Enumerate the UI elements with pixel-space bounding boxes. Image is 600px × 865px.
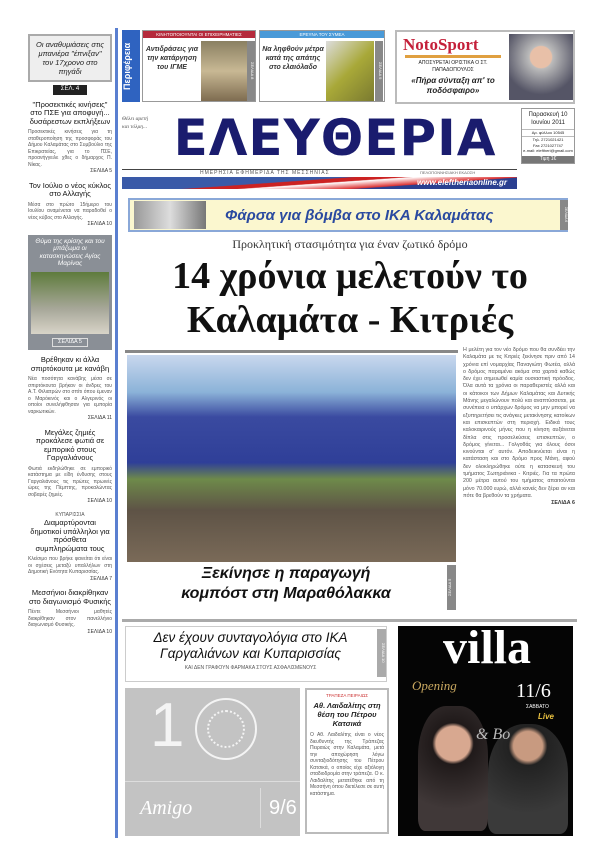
teaser-page-label: ΣΕΛΙΔΑ 9: [375, 41, 383, 101]
amigo-ad[interactable]: 1 Amigo 9/6: [125, 688, 300, 836]
sidebar: [28, 34, 112, 636]
sidebar-story[interactable]: Μεγάλες ζημιές προκάλεσε φωτιά σε εμπορικό στους Γαργαλιάνους Φωτιά εκδηλώθηκε σε εμπορικό κατάστημα με είδη ένδυσης στους Γαργαλιάνους τις πρώτες πρωινές ώρες της Πέμπτης, προκαλώντας σοβαρές ζημιές. ΣΕΛΙΔΑ 10: [28, 427, 112, 504]
date-box: Παρασκευή 10 Ιουνίου 2011 Αρ. φύλλου 10545 Τηλ. 2721021421 Fax 2721027747 e-mail: eleftheri@gmail.com Τιμή 1€: [521, 108, 575, 164]
lead-body: Η μελέτη για τον νέο δρόμο που θα συνδέει την Καλαμάτα με τις Κιτριές ξεκίνησε πριν από 14 χρόνια επί νομαρχίας Παναγιώτη Φωτέα, αλλά ο δρόμος παραμένει ακόμα στα χαρτιά καθώς δεν έχει σημειωθεί καμία ουσιαστική πρόοδος. Όλα αυτά τα χρόνια οι παραθεριστές αλλά και οι κάτοικοι των Δήμων Καλαμάτας και Δυτικής Μάνης μεγαλώνουν πολύ και αναπτύσσεται, με συνέπεια ο υπάρχων δρόμος να μην μπορεί να εξυπηρετήσει τις ανάγκες μετακίνησης κατοίκων και επισκεπτών στη περιοχή. Ειδικά τους καλοκαιρινούς μήνες που η κίνηση αυξάνεται δίπλα στις προσελκύσεις επισκεπτών, ο δρόμος γίνεται... Γολγοθάς για όλους όσοι κινούνται σ' αυτόν. Αποδεικνύεται είναι η κατάσταση και στο δρόμο προς Μάνη, αφού δεν ολοκληρώθηκε ούτε η κατασκευή του τμήματος Σωτηριάνικα - Κιτριές. Για τα πρώτα 200 μέτρα αυτού του τμήματος απαιτούνται μόνο 70.000 ευρώ, αλλά κανείς δεν ξέρει αν και πότε θα βρεθούν τα χρήματα. ΣΕΛΙΔΑ 6: [463, 347, 575, 507]
region-label: Περιφέρεια: [122, 30, 140, 102]
sidebar-story[interactable]: Βρέθηκαν κι άλλα σπιρτόκουτα με κανάβη Νέα ποσότητα κανάβης μέσα σε σπιρτόκουτα βρήκαν οι άνδρες του Α.Τ. Φιλιατρών στο σπίτι όπου έμεναν ο Μαρόκινός και ο Αλγερινός οι οποίοι συνελήφθησαν για εμπορία ναρκωτικών. ΣΕΛΙΔΑ 11: [28, 355, 112, 421]
photo: [509, 34, 573, 100]
column-rule: [115, 28, 118, 838]
masthead-tagline: Θέλει αρετή και τόλμη...: [122, 116, 148, 130]
url-bar: [122, 177, 517, 189]
photo: [201, 41, 247, 101]
masthead-edition: ΠΕΛΟΠΟΝΝΗΣΙΑΚΗ ΕΚΔΟΣΗ: [420, 170, 476, 175]
ika-story[interactable]: Δεν έχουν συνταγολόγια στο ΙΚΑ Γαργαλιάνων και Κυπαρισσίας ΚΑΙ ΔΕΝ ΓΡΑΦΟΥΝ ΦΑΡΜΑΚΑ ΣΤΟΥΣ ΑΣΦΑΛΙΣΜΕΝΟΥΣ ΣΕΛΙΔΑ 10: [125, 626, 387, 682]
lead-kicker: Προκλητική στασιμότητα για έναν ζωτικό δρόμο: [232, 237, 468, 251]
sidebar-photo-box[interactable]: Θύμα της κρίσης και του μπάζωμα οι κατασκηνώσεις Αγίας Μαρίνας ΣΕΛΙΔΑ 5: [28, 235, 112, 351]
villa-ad[interactable]: villa Opening 11/6 ΣΑΒΒΑΤΟ Live & Bo: [398, 626, 573, 836]
lead-headline[interactable]: 14 χρόνια μελετούν το Καλαμάτα - Κιτριές: [172, 255, 528, 341]
photo: [326, 41, 374, 101]
sidebar-story[interactable]: "Προσεκτικές κινήσεις" στο ΠΣΕ για αποφυγή... δυσάρεστων εκπλήξεων Προσεκτικές κινήσεις για τη σταθεροποίηση της προσφοράς του Δήμου Καλαμάτας στο Συμβούλιο της Επικρατείας, για το ΠΣΕ, προανήγγειλε χθες ο δήμαρχος Π. Νίκας. ΣΕΛΙΔΑ 5: [28, 99, 112, 174]
photo-caption: Ξεκίνησε η παραγωγή κομπόστ στη Μαραθόλακκα: [181, 565, 391, 602]
masthead-logo[interactable]: ΕΛΕΥΘΕΡΙΑ: [173, 109, 497, 167]
teaser-page-label: ΣΕΛΙΔΑ 8: [247, 41, 255, 101]
sidebar-box-title[interactable]: Οι αναθυμιάσεις στις μπανιέρα "έπνιξαν" τον 17χρονο στο πηγάδι: [28, 34, 112, 82]
sidebar-story[interactable]: Μεσσήνιοι διακρίθηκαν στο διαγωνισμό Φυσικής Πέντε Μεσσήνιοι μαθητές διακρίθηκαν στον πανελλήνιο διαγωνισμό Φυσικής. ΣΕΛΙΔΑ 10: [28, 588, 112, 635]
teaser-olive-oil[interactable]: ΕΡΕΥΝΑ ΤΟΥ ΣΥΜΕΑ Να ληφθούν μέτρα κατά της απάτης στο ελαιόλαδο ΣΕΛΙΔΑ 9: [259, 30, 385, 102]
sidebar-story[interactable]: ΚΥΠΑΡΙΣΣΙΑ Διαμαρτύρονται δημοτικοί υπάλληλοι για πρόσθετα συμπληρώματα τους Κλείσιμο που βρήκε φανείται ότι είναι οι σχέσεις μεταξύ υπαλλήλων στη Δημοτική Ενότητα Κυπαρισσίας. ΣΕΛΙΔΑ 7: [28, 511, 112, 582]
website-link[interactable]: www.eleftheriaonline.gr: [417, 178, 507, 187]
banner-story[interactable]: Φάρσα για βόμβα στο ΙΚΑ Καλαμάτας ΣΕΛΙΔΑ 6: [128, 198, 568, 232]
logo-rosette-icon: [195, 698, 257, 760]
notosport-logo: NotoSport: [403, 35, 479, 54]
photo: [31, 272, 109, 334]
photo: [134, 201, 206, 229]
teaser-igme[interactable]: ΚΙΝΗΤΟΠΟΙΟΥΝΤΑΙ ΟΙ ΕΠΙΧΕΙΡΗΜΑΤΙΕΣ Αντιδράσεις για την κατάργηση του ΙΓΜΕ ΣΕΛΙΔΑ 8: [142, 30, 256, 102]
sport-teaser[interactable]: NotoSport ΑΠΟΣΥΡΕΤΑΙ ΟΡΙΣΤΙΚΑ Ο ΣΤ. ΠΑΠΑΔΟΠΟΥΛΟΣ «Πήρα σύνταξη απ' το ποδόσφαιρο»: [395, 30, 575, 104]
sidebar-box-page: ΣΕΛ. 4: [53, 85, 87, 95]
sidebar-story[interactable]: Τον Ιούλιο ο νέος κύκλος στο Αλλαγής Μέσα στο πρώτο 15ήμερο του Ιουλίου αναμένεται να παραδοθεί ο νέος κύβος στο Αλλαγής. ΣΕΛΙΔΑ 10: [28, 180, 112, 227]
singer-photo: [418, 706, 488, 831]
masthead-subtitle: ΗΜΕΡΗΣΙΑ ΕΦΗΜΕΡΙΔΑ ΤΗΣ ΜΕΣΣΗΝΙΑΣ: [200, 170, 330, 176]
bank-story[interactable]: ΤΡΑΠΕΖΑ ΠΕΙΡΑΙΩΣ Αθ. Λαιδαλίτης στη θέση του Πέτρου Κατσικά Ο Αθ. Λαιδαλίτης είναι ο νέος διευθυντής της Τράπεζας Πειραιώς στην Καλαμάτα, μετά την αποχώρηση λόγω συνταξιοδότησης του Πέτρου Κατσικά, ο οποίος είχε αξιόλογη σταδιοδρομία στην τράπεζα. Ο κ. Λαιδαλίτης μετατέθηκε από τη Μεσσήνη όπου διετέλεσε σε αυτή κατάστημα.: [305, 688, 389, 834]
lead-photo[interactable]: [127, 355, 456, 562]
